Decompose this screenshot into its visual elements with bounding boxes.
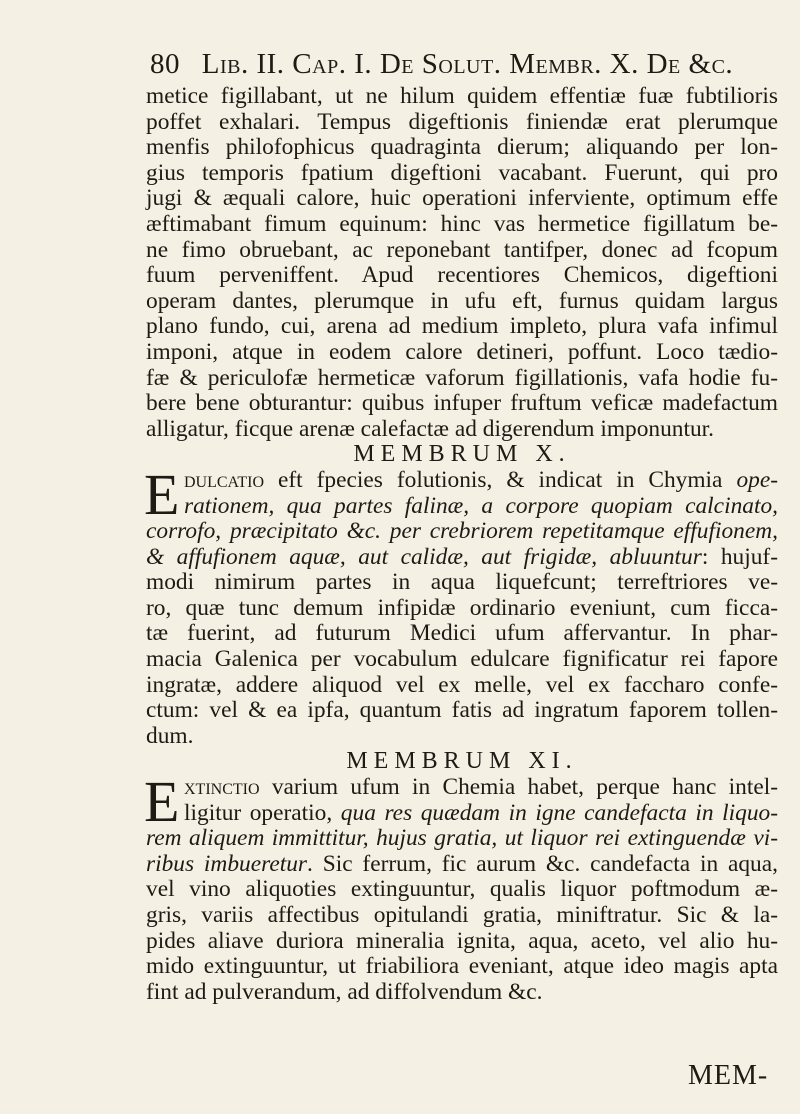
text-line [146, 852, 778, 878]
text-run: & affufionem aquæ, aut calidæ, aut frigidæ, abluuntur [146, 543, 702, 570]
paragraph-digestion [146, 84, 778, 442]
text-line: alligatur, ficque arenæ calefactæ ad digerendum imponuntur. [146, 415, 715, 442]
section-heading-membrum-xi: MEMBRUM XI. [346, 748, 578, 775]
text-line: operam dantes, plerumque in ufu eft, furnus quidam largus [146, 287, 778, 314]
drop-cap: E [144, 769, 180, 835]
text-line: gris, variis affectibus opitulandi gratia, miniftratur. Sic & la- [146, 902, 778, 928]
text-line: ingratæ, addere aliquod vel ex melle, vel ex faccharo confe- [146, 671, 778, 698]
text-line: tæ fuerint, ad futurum Medici ufum affervantur. In phar- [146, 620, 778, 647]
paragraph-extinctio [144, 769, 778, 1005]
text-line: modi nimirum partes in aqua liquefcunt; terreftriores ve- [146, 569, 778, 596]
text-run: ribus imbueretur [146, 850, 308, 877]
text-line: plano fundo, cui, arena ad medium impleto, plura vafa infimul [146, 313, 778, 340]
text-run: : hujuf- [701, 543, 779, 570]
text-line: fuum perveniffent. Apud recentiores Chemicos, digeftioni [146, 262, 778, 289]
text-line: jugi & æquali calore, huic operationi inferviente, optimum effe [146, 185, 778, 212]
text-line: ne fimo obruebant, ac reponebant tantifper, donec ad fcopum [146, 236, 778, 263]
text-line: vel vino aliquoties extinguuntur, qualis liquor poftmodum æ- [146, 876, 778, 903]
text-run: ope- [736, 466, 778, 493]
lead-word: dulcatio [184, 466, 264, 493]
catchword: MEM- [688, 1060, 769, 1091]
text-line: metice figillabant, ut ne hilum quidem effentiæ fuæ fubtilioris [146, 83, 778, 109]
text-line: poffet exhalari. Tempus digeftionis finiendæ erat plerumque [146, 108, 778, 135]
text-line: imponi, atque in eodem calore detineri, poffunt. Loco tædio- [146, 338, 778, 365]
text-line: ctum: vel & ea ipfa, quantum fatis ad ingratum faporem tollen- [146, 697, 778, 724]
drop-cap: E [144, 461, 180, 527]
text-line [146, 545, 778, 571]
section-heading-membrum-x: MEMBRUM X. [353, 441, 571, 468]
text-line: mido extinguuntur, ut friabiliora eveniant, atque ideo magis apta [146, 953, 778, 980]
text-line [146, 468, 778, 494]
text-line: menfis philofophicus quadraginta dierum; aliquando per lon- [146, 134, 778, 161]
text-run: . Sic ferrum, fic aurum &c. candefacta in aqua, [307, 850, 778, 877]
text-line [146, 801, 778, 827]
text-line: fæ & periculofæ hermeticæ vaforum figillationis, vafa hodie fu- [146, 364, 778, 391]
running-title: Lib. II. Cap. I. De Solut. Membr. X. De &c. [201, 48, 734, 80]
running-header [150, 48, 790, 81]
text-run: varium ufum in Chemia habet, perque hanc intel- [259, 774, 778, 801]
text-line: ro, quæ tunc demum infipidæ ordinario eveniunt, cum ficca- [146, 594, 778, 621]
text-line: rem aliquem immittitur, hujus gratia, ut liquor rei extinguendæ vi- [146, 825, 778, 852]
text-run: eft fpecies folutionis, & indicat in Chymia [264, 466, 737, 493]
text-line: gius temporis fpatium digeftioni vacabant. Fuerunt, qui pro [146, 159, 778, 186]
text-line: macia Galenica per vocabulum edulcare fignificatur rei fapore [146, 646, 778, 673]
lead-word: xtinctio [184, 774, 260, 801]
paragraph-edulcatio [144, 461, 779, 750]
text-line: æftimabant fimum equinum: hinc vas hermetice figillatum be- [146, 210, 778, 237]
text-run: ligitur operatio, [184, 799, 341, 826]
text-line: bere bene obturantur: quibus infuper fruftum veficæ madefactum [146, 390, 778, 417]
text-line: dum. [146, 722, 194, 749]
text-line [146, 775, 778, 801]
page-number: 80 [150, 48, 180, 80]
text-run: qua res quædam in igne candefacta in liquo- [340, 799, 778, 826]
text-line: fint ad pulverandum, ad diffolvendum &c. [146, 978, 543, 1005]
text-line: corrofo, præcipitato &c. per crebriorem repetitamque effufionem, [146, 518, 778, 545]
page-body [146, 84, 778, 1005]
text-line: rationem, qua partes falinæ, a corpore quopiam calcinato, [184, 492, 778, 519]
text-line: pides aliave duriora mineralia ignita, aqua, aceto, vel alio hu- [146, 927, 778, 954]
